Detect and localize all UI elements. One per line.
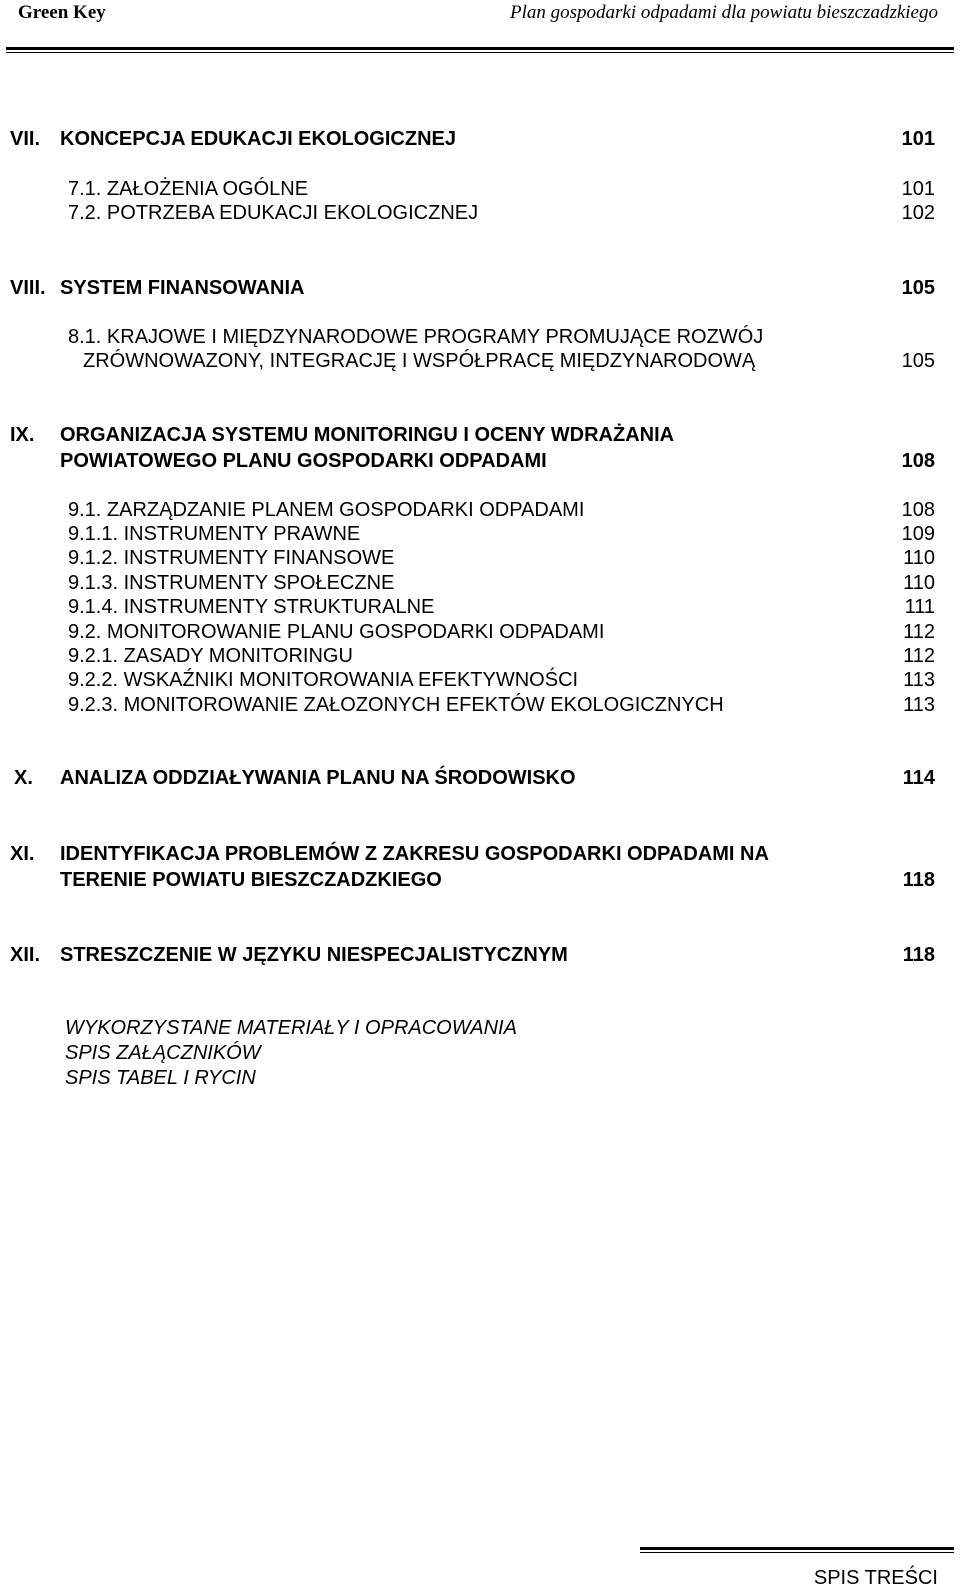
- page-number: 101: [901, 178, 935, 200]
- section-title: 9.1.4. INSTRUMENTY STRUKTURALNE: [68, 596, 435, 618]
- chapter-title-line1: ORGANIZACJA SYSTEMU MONITORINGU I OCENY WDRAŻANIA: [60, 424, 675, 446]
- chapter-number: VIII.: [10, 277, 46, 299]
- chapter-number: XI.: [10, 843, 35, 865]
- page-number: 109: [901, 523, 935, 545]
- extra-title: SPIS ZAŁĄCZNIKÓW: [65, 1042, 261, 1064]
- page-number: 110: [903, 572, 935, 594]
- section-title: 9.1.3. INSTRUMENTY SPOŁECZNE: [68, 572, 395, 594]
- chapter-title-line2: POWIATOWEGO PLANU GOSPODARKI ODPADAMI: [60, 450, 547, 472]
- page-number: 118: [902, 944, 935, 966]
- extra-title: WYKORZYSTANE MATERIAŁY I OPRACOWANIA: [65, 1017, 517, 1039]
- page-number: 105: [901, 350, 935, 372]
- chapter-title: KONCEPCJA EDUKACJI EKOLOGICZNEJ: [60, 128, 456, 150]
- chapter-title: ANALIZA ODDZIAŁYWANIA PLANU NA ŚRODOWISKO: [60, 767, 576, 789]
- footer-section-label: SPIS TREŚCI: [813, 1567, 938, 1589]
- header-company: Green Key: [18, 2, 106, 23]
- footer-divider-thin: [640, 1552, 954, 1553]
- section-title: 7.1. ZAŁOŻENIA OGÓLNE: [68, 178, 309, 200]
- section-title: 9.1. ZARZĄDZANIE PLANEM GOSPODARKI ODPADAMI: [68, 499, 585, 521]
- section-title: 9.1.1. INSTRUMENTY PRAWNE: [68, 523, 361, 545]
- page-number: 113: [903, 669, 935, 691]
- section-title: 9.2. MONITOROWANIE PLANU GOSPODARKI ODPADAMI: [68, 621, 605, 643]
- section-title: 7.2. POTRZEBA EDUKACJI EKOLOGICZNEJ: [68, 202, 479, 224]
- section-title-line2: ZRÓWNOWAZONY, INTEGRACJĘ I WSPÓŁPRACĘ MIĘDZYNARODOWĄ: [83, 350, 756, 372]
- chapter-title: SYSTEM FINANSOWANIA: [60, 277, 305, 299]
- page-number: 108: [901, 450, 935, 472]
- section-title: 9.2.1. ZASADY MONITORINGU: [68, 645, 353, 667]
- page-number: 113: [903, 694, 935, 716]
- section-title-line1: 8.1. KRAJOWE I MIĘDZYNARODOWE PROGRAMY PROMUJĄCE ROZWÓJ: [68, 326, 764, 348]
- extra-title: SPIS TABEL I RYCIN: [65, 1067, 256, 1089]
- header-divider-thick: [6, 47, 954, 50]
- page-number: 101: [901, 128, 935, 150]
- header-document-title: Plan gospodarki odpadami dla powiatu bieszczadzkiego: [509, 2, 938, 23]
- header-divider-thin: [6, 52, 954, 53]
- chapter-number: IX.: [10, 424, 35, 446]
- page-number: 111: [904, 596, 935, 618]
- page-number: 118: [902, 869, 935, 891]
- page-number: 110: [903, 547, 935, 569]
- page-number: 112: [903, 645, 935, 667]
- chapter-number: VII.: [10, 128, 41, 150]
- chapter-number: XII.: [10, 944, 41, 966]
- page-number: 105: [901, 277, 935, 299]
- section-title: 9.1.2. INSTRUMENTY FINANSOWE: [68, 547, 395, 569]
- page-number: 102: [901, 202, 935, 224]
- section-title: 9.2.3. MONITOROWANIE ZAŁOZONYCH EFEKTÓW EKOLOGICZNYCH: [68, 694, 724, 716]
- footer-divider-thick: [640, 1547, 954, 1550]
- chapter-title: STRESZCZENIE W JĘZYKU NIESPECJALISTYCZNYM: [60, 944, 568, 966]
- page-number: 112: [903, 621, 935, 643]
- page-number: 114: [902, 767, 935, 789]
- chapter-title-line2: TERENIE POWIATU BIESZCZADZKIEGO: [60, 869, 442, 891]
- page-number: 108: [901, 499, 935, 521]
- chapter-title-line1: IDENTYFIKACJA PROBLEMÓW Z ZAKRESU GOSPODARKI ODPADAMI NA: [60, 843, 769, 865]
- section-title: 9.2.2. WSKAŹNIKI MONITOROWANIA EFEKTYWNOŚCI: [68, 669, 579, 691]
- chapter-number: X.: [14, 767, 33, 789]
